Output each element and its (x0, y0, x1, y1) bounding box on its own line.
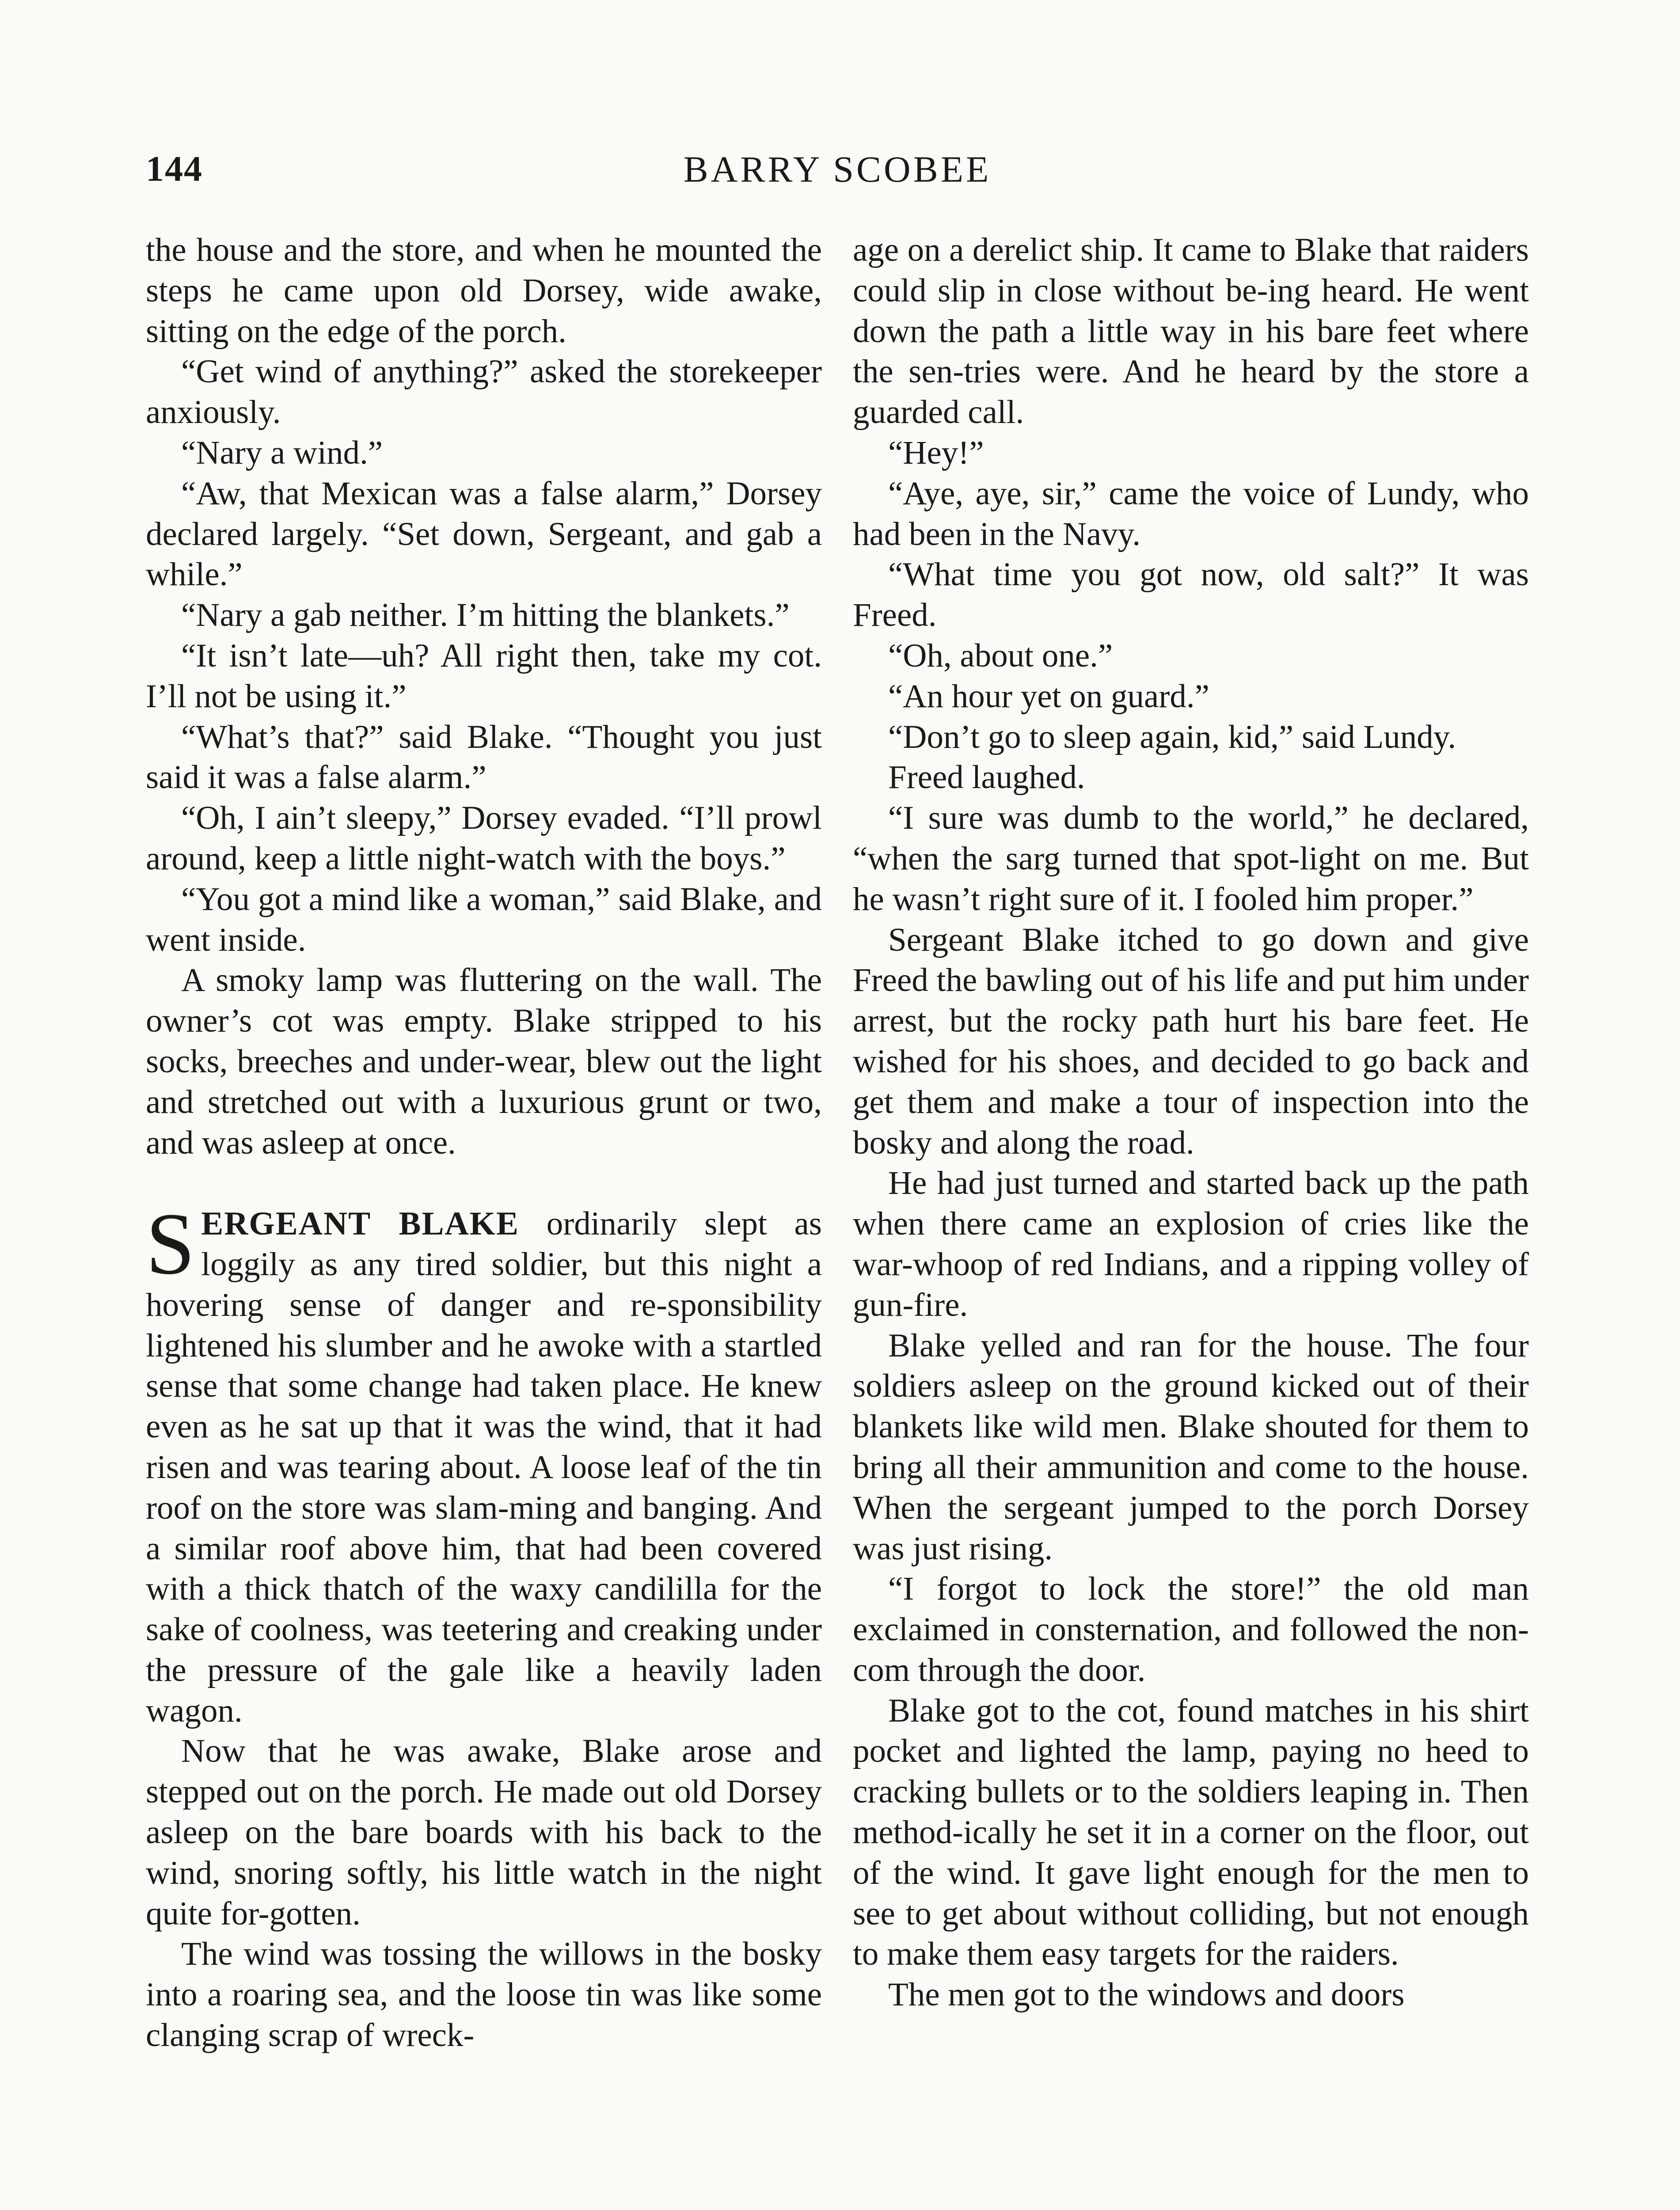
paragraph: He had just turned and started back up the path when there came an explosion of cries like the war-whoop of red Indians, and a ripping volley of gun-fire. (853, 1165, 1529, 1323)
drop-cap: S (146, 1195, 195, 1293)
paragraph: “Aw, that Mexican was a false alarm,” Dorsey declared largely. “Set down, Sergeant, and gab a while.” (146, 475, 822, 593)
paragraph: Blake yelled and ran for the house. The four soldiers asleep on the ground kicked out of their blankets like wild men. Blake shouted for them to bring all their ammunition and come to the house. When the sergeant jumped to the porch Dorsey was just rising. (853, 1327, 1529, 1567)
paragraph: Blake got to the cot, found matches in his shirt pocket and lighted the lamp, paying no heed to cracking bullets or to the soldiers leaping in. Then method-ically he set it in a corner on the floor, out of the wind. It gave light enough for the men to see to get about without colliding, but not enough to make them easy targets for the raiders. (853, 1692, 1529, 1973)
left-column (146, 230, 822, 2056)
paragraph: “It isn’t late—uh? All right then, take my cot. I’ll not be using it.” (146, 637, 822, 715)
paragraph: “Don’t go to sleep again, kid,” said Lundy. (888, 718, 1456, 755)
paragraph: “Nary a wind.” (181, 434, 383, 471)
paragraph: “What’s that?” said Blake. “Thought you just said it was a false alarm.” (146, 718, 822, 796)
paragraph: “Oh, I ain’t sleepy,” Dorsey evaded. “I’ll prowl around, keep a little night-watch with the boys.” (146, 800, 822, 877)
lead-caps: ERGEANT BLAKE (201, 1205, 520, 1242)
section-opening-paragraph (146, 1195, 822, 1731)
paragraph: Sergeant Blake itched to go down and give Freed the bawling out of his life and put him under arrest, but the rocky path hurt his bare feet. He wished for his shoes, and decided to go back and get them and make a tour of inspection into the bosky and along the road. (853, 921, 1529, 1161)
paragraph: A smoky lamp was fluttering on the wall. The owner’s cot was empty. Blake stripped to his socks, breeches and under-wear, blew out the light and stretched out with a luxurious grunt or two, and was asleep at once. (146, 962, 822, 1161)
paragraph: The wind was tossing the willows in the bosky into a roaring sea, and the loose tin was like some clanging scrap of wreck- (146, 1936, 822, 2054)
right-column (853, 230, 1529, 2015)
paragraph: Freed laughed. (888, 759, 1085, 796)
paragraph: “Aye, aye, sir,” came the voice of Lundy, who had been in the Navy. (853, 475, 1529, 552)
paragraph: the house and the store, and when he mounted the steps he came upon old Dorsey, wide awake, sitting on the edge of the porch. (146, 232, 822, 350)
paragraph: Now that he was awake, Blake arose and stepped out on the porch. He made out old Dorsey asleep on the bare boards with his back to the wind, snoring softly, his little watch in the night quite for-gotten. (146, 1733, 822, 1932)
page-header (146, 148, 1529, 201)
page-number: 144 (146, 149, 203, 189)
paragraph: “You got a mind like a woman,” said Blake, and went inside. (146, 880, 822, 958)
paragraph: “I forgot to lock the store!” the old man exclaimed in consternation, and followed the non-com through the door. (853, 1570, 1529, 1688)
paragraph: “An hour yet on guard.” (888, 678, 1209, 715)
paragraph: “Oh, about one.” (888, 637, 1113, 674)
paragraph: “What time you got now, old salt?” It was Freed. (853, 556, 1529, 634)
paragraph: The men got to the windows and doors (888, 1976, 1405, 2013)
paragraph: “I sure was dumb to the world,” he declared, “when the sarg turned that spot-light on me. But he wasn’t right sure of it. I fooled him proper.” (853, 800, 1529, 918)
running-head: BARRY SCOBEE (683, 149, 992, 190)
section-opening-text: ordinarily slept as loggily as any tired soldier, but this night a hovering sense of danger and re-sponsibility lightened his slumber and he awoke with a startled sense that some change had taken place. He knew even as he sat up that it was the wind, that it had risen and was tearing about. A loose leaf of the tin roof on the store was slam-ming and banging. And a similar roof above him, that had been covered with a thick thatch of the waxy candililla for the sake of coolness, was teetering and creaking under the pressure of the gale like a heavily laden wagon. (146, 1205, 822, 1729)
paragraph: “Hey!” (888, 434, 984, 471)
paragraph: age on a derelict ship. It came to Blake that raiders could slip in close without be-ing heard. He went down the path a little way in his bare feet where the sen-tries were. And he heard by the store a guarded call. (853, 232, 1529, 431)
paragraph: “Nary a gab neither. I’m hitting the blankets.” (181, 597, 790, 634)
paragraph: “Get wind of anything?” asked the storekeeper anxiously. (146, 353, 822, 431)
